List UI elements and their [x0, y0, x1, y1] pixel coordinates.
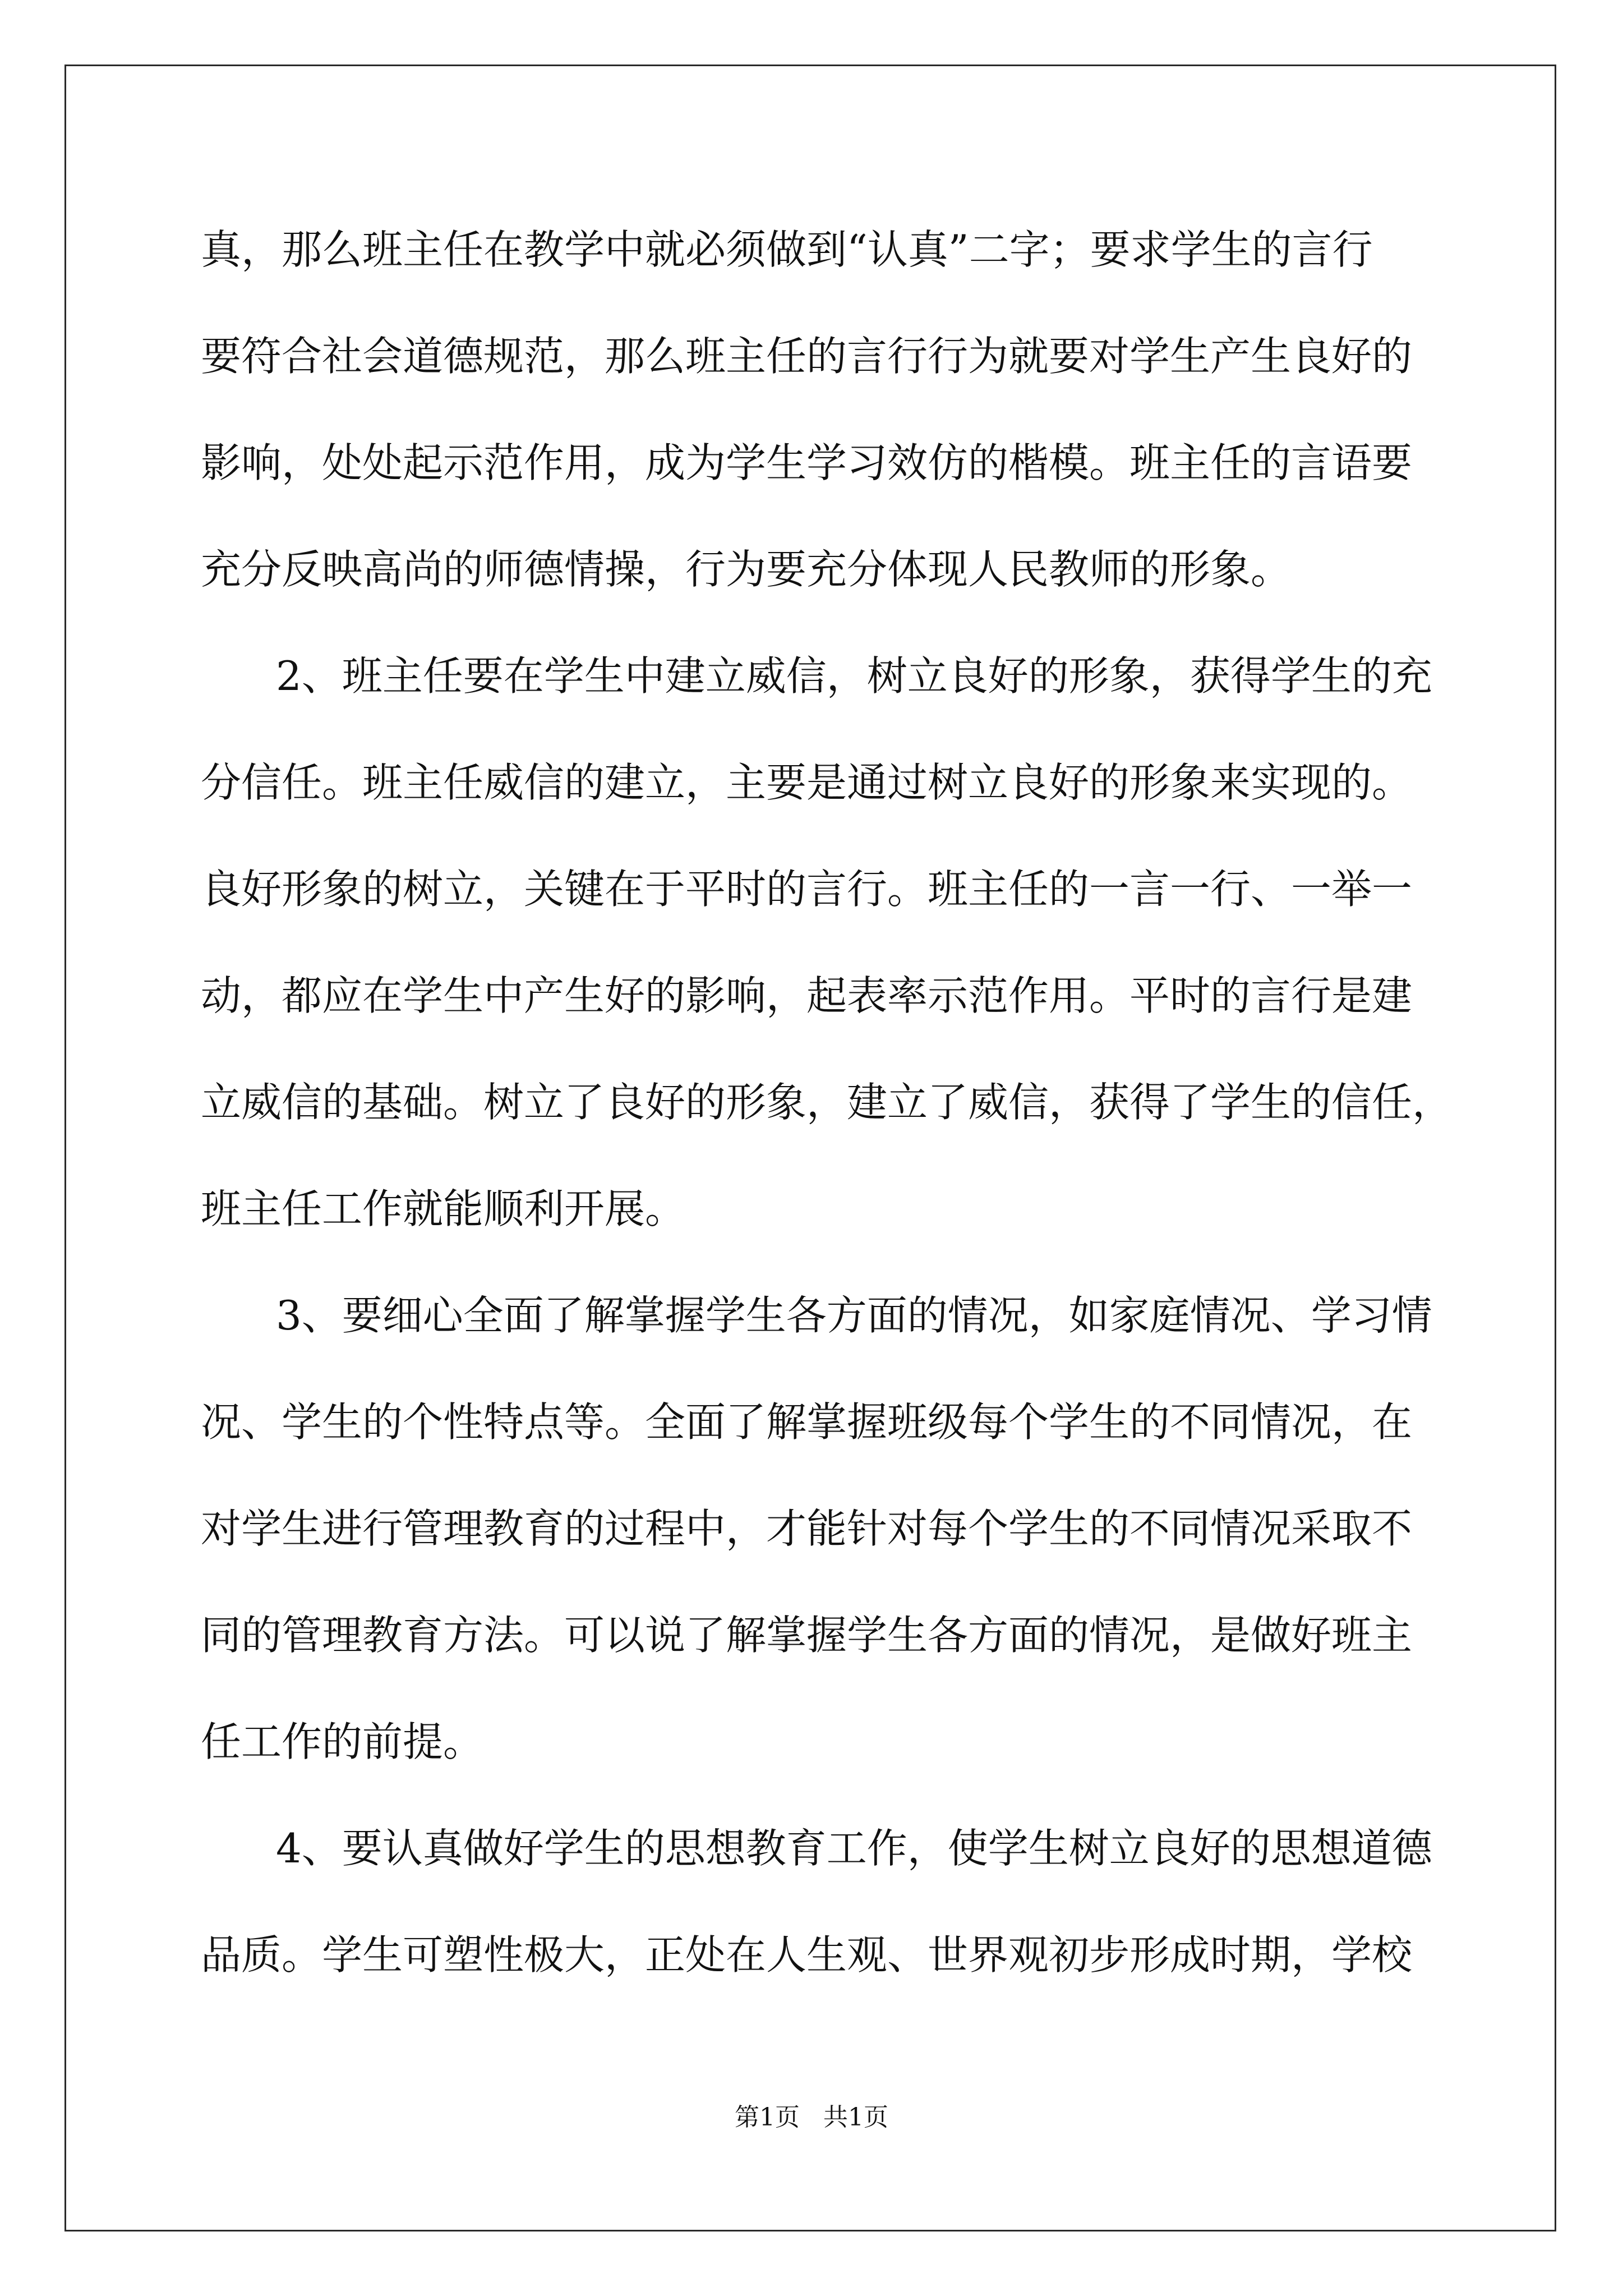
text-line: 况、学生的个性特点等。全面了解掌握班级每个学生的不同情况，在: [201, 1398, 1413, 1446]
text-line: 真，那么班主任在教学中就必须做到“认真”二字；要求学生的言行: [201, 226, 1373, 273]
text-line: 品质。学生可塑性极大，正处在人生观、世界观初步形成时期，学校: [201, 1931, 1413, 1978]
text-line: 任工作的前提。: [201, 1718, 484, 1765]
text-line: 充分反映高尚的师德情操，行为要充分体现人民教师的形象。: [201, 546, 1292, 593]
text-line: 对学生进行管理教育的过程中，才能针对每个学生的不同情况采取不: [201, 1505, 1413, 1552]
text-line: 同的管理教育方法。可以说了解掌握学生各方面的情况，是做好班主: [201, 1612, 1413, 1659]
text-line: 立威信的基础。树立了良好的形象，建立了威信，获得了学生的信任，: [201, 1079, 1453, 1126]
text-line: 动，都应在学生中产生好的影响，起表率示范作用。平时的言行是建: [201, 972, 1413, 1019]
paragraph-4-first-line: 4、要认真做好学生的思想教育工作，使学生树立良好的思想道德: [276, 1825, 1432, 1872]
text-line: 班主任工作就能顺利开展。: [201, 1185, 686, 1232]
text-line: 要符合社会道德规范，那么班主任的言行行为就要对学生产生良好的: [201, 333, 1413, 380]
page-number-footer: 第1页 共1页: [735, 2103, 888, 2132]
text-line: 分信任。班主任威信的建立，主要是通过树立良好的形象来实现的。: [201, 759, 1413, 806]
text-line: 影响，处处起示范作用，成为学生学习效仿的楷模。班主任的言语要: [201, 439, 1413, 486]
paragraph-2-first-line: 2、班主任要在学生中建立威信，树立良好的形象，获得学生的充: [276, 652, 1432, 700]
paragraph-3-first-line: 3、要细心全面了解掌握学生各方面的情况，如家庭情况、学习情: [276, 1292, 1432, 1339]
text-line: 良好形象的树立，关键在于平时的言行。班主任的一言一行、一举一: [201, 866, 1413, 913]
page-border: [64, 65, 1556, 2231]
